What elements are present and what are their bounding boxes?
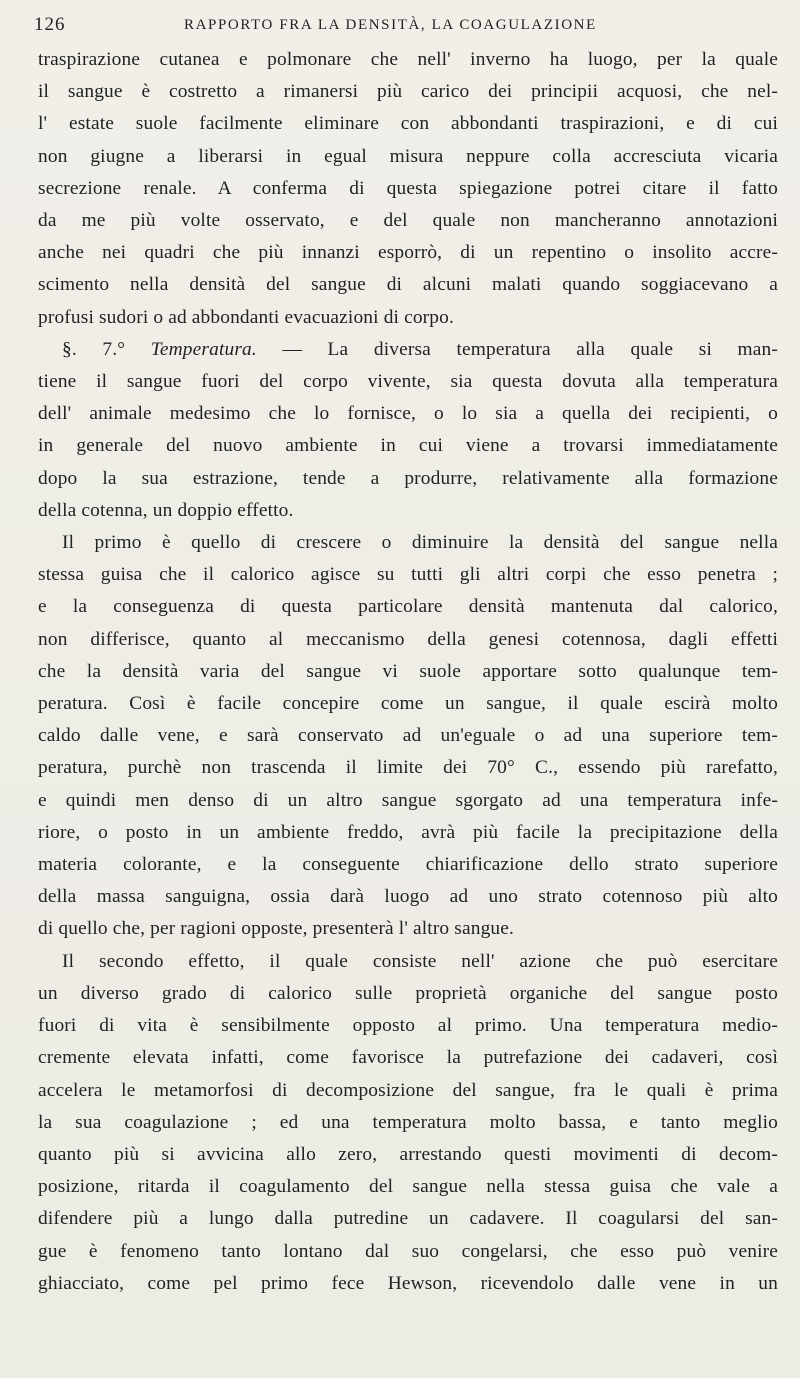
text-line: materia colorante, e la conseguente chiarificazione dello strato superiore	[38, 854, 778, 876]
text-line: ghiacciato, come pel primo fece Hewson, ricevendolo dalle vene in un	[38, 1272, 778, 1294]
text-line: un diverso grado di calorico sulle proprietà organiche del sangue posto	[38, 982, 778, 1004]
text-line: cremente elevata infatti, come favorisce la putrefazione dei cadaveri, così	[38, 1047, 778, 1069]
section-first-line-text: — La diversa temperatura alla quale si man-	[256, 338, 778, 360]
text-line: e quindi men denso di un altro sangue sgorgato ad una temperatura infe-	[38, 789, 778, 811]
paragraph-respiration	[38, 44, 778, 334]
text-line: stessa guisa che il calorico agisce su tutti gli altri corpi che esso penetra ;	[38, 564, 778, 586]
text-line: difendere più a lungo dalla putredine un cadavere. Il coagularsi del san-	[38, 1208, 778, 1230]
text-line: peratura, purchè non trascenda il limite dei 70° C., essendo più rarefatto,	[38, 757, 778, 779]
text-line: riore, o posto in un ambiente freddo, avrà più facile la precipitazione della	[38, 821, 778, 843]
section-number: §. 7.°	[62, 338, 151, 360]
text-line: gue è fenomeno tanto lontano dal suo congelarsi, che esso può venire	[38, 1240, 778, 1262]
paragraph-second-effect	[38, 946, 778, 1300]
page-number: 126	[34, 14, 66, 35]
text-line: la sua coagulazione ; ed una temperatura molto bassa, e tanto meglio	[38, 1111, 778, 1133]
text-line: anche nei quadri che più innanzi esporrò, di un repentino o insolito accre-	[38, 242, 778, 264]
text-line: in generale del nuovo ambiente in cui viene a trovarsi immediatamente	[38, 435, 778, 457]
text-line: della massa sanguigna, ossia darà luogo ad uno strato cotennoso più alto	[38, 886, 778, 908]
section-title: Temperatura.	[150, 338, 257, 360]
text-line: tiene il sangue fuori del corpo vivente, sia questa dovuta alla temperatura	[38, 371, 778, 393]
paragraph-section-7	[38, 334, 778, 527]
text-line: quanto più si avvicina allo zero, arrestando questi movimenti di decom-	[38, 1143, 778, 1165]
text-line: dell' animale medesimo che lo fornisce, o lo sia a quella dei recipienti, o	[38, 403, 778, 425]
text-line: non differisce, quanto al meccanismo della genesi cotennosa, dagli effetti	[38, 628, 778, 650]
text-line: non giugne a liberarsi in egual misura neppure colla accresciuta vicaria	[38, 145, 778, 167]
text-line: dopo la sua estrazione, tende a produrre, relativamente alla formazione	[38, 467, 778, 489]
text-line: fuori di vita è sensibilmente opposto al primo. Una temperatura medio-	[38, 1015, 778, 1037]
text-line: l' estate suole facilmente eliminare con abbondanti traspirazioni, e di cui	[38, 113, 778, 135]
text-line: e la conseguenza di questa particolare densità mantenuta dal calorico,	[38, 596, 778, 618]
text-line: peratura. Così è facile concepire come un sangue, il quale escirà molto	[38, 693, 778, 715]
text-line: profusi sudori o ad abbondanti evacuazioni di corpo.	[38, 306, 454, 328]
running-head-title: RAPPORTO FRA LA DENSITÀ, LA COAGULAZIONE	[184, 17, 597, 33]
text-line: Il secondo effetto, il quale consiste nell' azione che può esercitare	[62, 950, 778, 972]
text-line: della cotenna, un doppio effetto.	[38, 499, 294, 521]
body-text	[38, 44, 778, 1300]
text-line: il sangue è costretto a rimanersi più carico dei principii acquosi, che nel-	[38, 81, 778, 103]
text-line: di quello che, per ragioni opposte, presenterà l' altro sangue.	[38, 918, 515, 940]
text-line: accelera le metamorfosi di decomposizione del sangue, fra le quali è prima	[38, 1079, 778, 1101]
running-head	[34, 14, 772, 38]
text-line: Il primo è quello di crescere o diminuire la densità del sangue nella	[62, 532, 778, 554]
section-heading-line	[38, 334, 778, 366]
text-line: traspirazione cutanea e polmonare che nell' inverno ha luogo, per la quale	[38, 49, 778, 70]
text-line: da me più volte osservato, e del quale non mancheranno annotazioni	[38, 210, 778, 232]
text-line: posizione, ritarda il coagulamento del sangue nella stessa guisa che vale a	[38, 1176, 778, 1198]
paragraph-first-effect	[38, 527, 778, 946]
text-line: secrezione renale. A conferma di questa spiegazione potrei citare il fatto	[38, 177, 778, 199]
text-line: caldo dalle vene, e sarà conservato ad un'eguale o ad una superiore tem-	[38, 725, 778, 747]
text-line: scimento nella densità del sangue di alcuni malati quando soggiacevano a	[38, 274, 778, 296]
text-line: che la densità varia del sangue vi suole apportare sotto qualunque tem-	[38, 660, 778, 682]
